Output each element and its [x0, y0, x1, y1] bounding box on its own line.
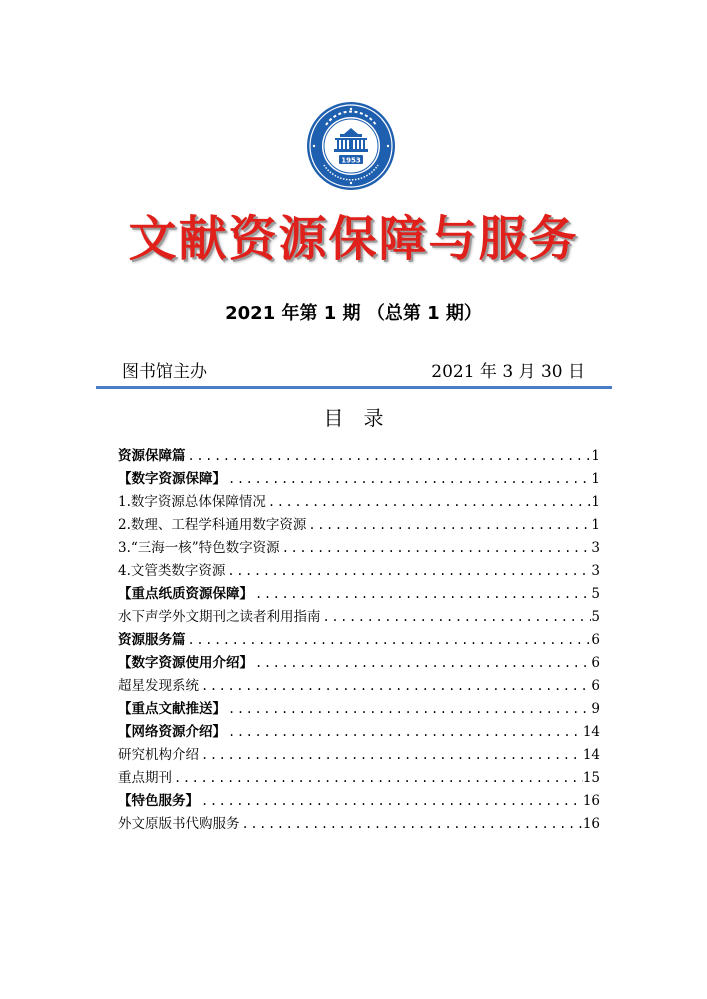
toc-entry-title: 【重点纸质资源保障】	[118, 586, 253, 602]
toc-entry[interactable]	[118, 603, 600, 626]
toc-heading: 目录	[323, 406, 404, 430]
toc-entry-page: 6	[591, 655, 600, 671]
toc-leader	[186, 447, 592, 465]
toc-leader	[186, 631, 592, 649]
toc-leader	[225, 562, 591, 580]
toc-entry-page: 14	[582, 747, 600, 763]
toc-entry-title: 水下声学外文期刊之读者利用指南	[118, 609, 321, 625]
toc-entry-title: 外文原版书代购服务	[118, 816, 240, 832]
toc-entry[interactable]	[118, 557, 600, 580]
toc-entry-page: 16	[582, 793, 600, 809]
toc-entry[interactable]	[118, 764, 600, 787]
toc-entry[interactable]	[118, 787, 600, 810]
toc-entry-page: 5	[591, 586, 600, 602]
toc-entry-title: 资源服务篇	[118, 632, 186, 648]
header-divider	[96, 386, 612, 389]
toc-entry[interactable]	[118, 442, 600, 465]
toc-entry-page: 15	[582, 770, 600, 786]
toc-entry-title: 【数字资源保障】	[118, 471, 226, 487]
toc-entry-title: 资源保障篇	[118, 448, 186, 464]
toc-entry[interactable]	[118, 741, 600, 764]
toc-entry-title: 【特色服务】	[118, 793, 199, 809]
publication-date: 2021 年 3 月 30 日	[431, 362, 585, 382]
toc-entry[interactable]	[118, 626, 600, 649]
toc-entry-title: 3.“三海一核”特色数字资源	[118, 540, 280, 556]
toc-entry-title: 研究机构介绍	[118, 747, 199, 763]
toc-entry-page: 9	[591, 701, 600, 717]
toc-leader	[199, 746, 583, 764]
toc-entry-page: 1	[591, 471, 600, 487]
toc-entry-title: 4.文管类数字资源	[118, 563, 226, 579]
toc-leader	[240, 815, 583, 833]
logo-year: 1953	[341, 156, 361, 165]
toc-entry-page: 6	[591, 632, 600, 648]
toc-leader	[226, 470, 591, 488]
toc-leader	[306, 516, 591, 534]
toc-entry-title: 【网络资源介绍】	[118, 724, 226, 740]
toc-entry-page: 1	[591, 448, 600, 464]
toc-entry-page: 1	[591, 494, 600, 510]
toc-entry-page: 3	[591, 540, 600, 556]
toc-entry-page: 3	[591, 563, 600, 579]
organizer: 图书馆主办	[122, 362, 207, 382]
table-of-contents	[118, 442, 600, 833]
toc-leader	[266, 493, 592, 511]
toc-entry[interactable]	[118, 580, 600, 603]
toc-entry-title: 超星发现系统	[118, 678, 199, 694]
toc-entry-page: 6	[591, 678, 600, 694]
toc-leader	[226, 723, 583, 741]
toc-entry[interactable]	[118, 695, 600, 718]
journal-title: 文献资源保障与服务	[128, 211, 579, 267]
toc-entry[interactable]	[118, 488, 600, 511]
toc-entry[interactable]	[118, 534, 600, 557]
toc-leader	[253, 585, 591, 603]
toc-entry[interactable]	[118, 511, 600, 534]
toc-entry-page: 16	[582, 816, 600, 832]
toc-entry-page: 14	[582, 724, 600, 740]
toc-entry-title: 2.数理、工程学科通用数字资源	[118, 517, 307, 533]
toc-entry-title: 1.数字资源总体保障情况	[118, 494, 266, 510]
toc-leader	[253, 654, 591, 672]
university-seal-icon	[306, 101, 396, 191]
toc-entry[interactable]	[118, 465, 600, 488]
toc-entry-title: 【数字资源使用介绍】	[118, 655, 253, 671]
toc-leader	[280, 539, 592, 557]
issue-number: 2021 年第 1 期 （总第 1 期）	[225, 303, 482, 324]
toc-entry[interactable]	[118, 649, 600, 672]
toc-leader	[199, 792, 583, 810]
toc-leader	[199, 677, 591, 695]
toc-leader	[226, 700, 591, 718]
toc-entry-title: 重点期刊	[118, 770, 172, 786]
toc-entry-title: 【重点文献推送】	[118, 701, 226, 717]
toc-entry-page: 5	[591, 609, 600, 625]
toc-leader	[321, 608, 592, 626]
toc-entry[interactable]	[118, 810, 600, 833]
toc-entry[interactable]	[118, 672, 600, 695]
toc-leader	[172, 769, 583, 787]
toc-entry[interactable]	[118, 718, 600, 741]
toc-entry-page: 1	[591, 517, 600, 533]
